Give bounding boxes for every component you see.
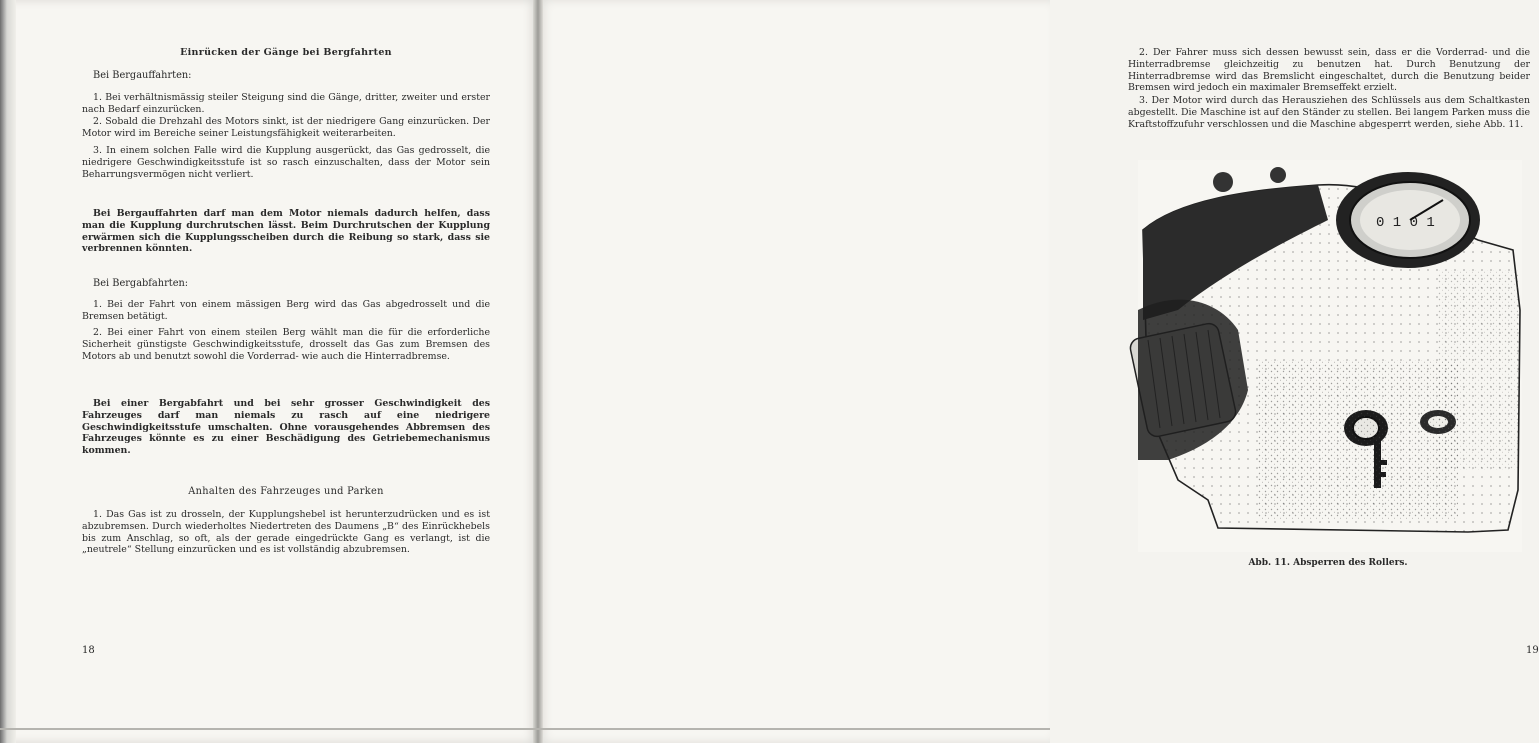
section-title-gears-hills: Einrücken der Gänge bei Bergfahrten <box>180 47 392 58</box>
label-downhill: Bei Bergabfahrten: <box>93 278 189 289</box>
uphill-item-3: 3. In einem solchen Falle wird die Kupplung ausgerückt, das Gas gedrosselt, die niedrigere Geschwindigkeitsstufe ist so rasch einzuschalten, dass der Motor sein Beharrungsvermögen nicht verliert. <box>82 145 490 180</box>
book-edge <box>0 0 16 743</box>
downhill-item-1: 1. Bei der Fahrt von einem mässigen Berg wird das Gas abgedrosselt und die Bremsen betätigt. <box>82 299 490 322</box>
downhill-item-2: 2. Bei einer Fahrt von einem steilen Berg wählt man die für die erforderliche Sicherheit günstigste Geschwindigkeitsstufe, drosselt das Gas zum Bremsen des Motors ab und benutzt sowohl die Vorderrad- wie auch die Hinterradbremse. <box>82 327 490 362</box>
speedometer-digits: 0 1 0 1 <box>1376 215 1435 231</box>
right-page <box>538 0 1539 743</box>
uphill-item-2: 2. Sobald die Drehzahl des Motors sinkt, ist der niedrigere Gang einzurücken. Der Motor wird im Bereiche seiner Leistungsfähigkeit weiterarbeiten. <box>82 116 490 139</box>
figure-caption: Abb. 11. Absperren des Rollers. <box>1248 558 1408 568</box>
label-uphill: Bei Bergauffahrten: <box>93 70 192 81</box>
warning-downshift: Bei einer Bergabfahrt und bei sehr grosser Geschwindigkeit des Fahrzeuges darf man niemals zu rasch auf eine niedrigere Geschwindigkeitsstufe umschalten. Ohne vorausgehendes Abbremsen des Fahrzeuges könnte es zu einer Beschädigung des Getriebemechanismus kommen. <box>82 398 490 457</box>
section-title-parking: Anhalten des Fahrzeuges und Parken <box>188 486 384 497</box>
brake-item-2: 2. Der Fahrer muss sich dessen bewusst sein, dass er die Vorderrad- und die Hinterradbremse gleichzeitig zu benutzen hat. Durch Benutzung der Hinterradbremse wird das Bremslicht eingeschaltet, durch die Benutzung beider Bremsen wird jedoch ein maximaler Bremseffekt erzielt. <box>1128 47 1530 94</box>
book-gutter <box>533 0 543 743</box>
warning-clutch: Bei Bergauffahrten darf man dem Motor niemals dadurch helfen, dass man die Kupplung durchrutschen lässt. Beim Durchrutschen der Kupplung erwärmen sich die Kupplungsscheiben durch die Reibung so stark, dass sie verbrennen könnten. <box>82 208 490 255</box>
scooter-ignition-lock-illustration <box>1138 160 1522 552</box>
page-bottom-edge <box>0 728 1050 730</box>
page-number-right: 19 <box>1526 645 1539 656</box>
stop-item-3: 3. Der Motor wird durch das Herausziehen des Schlüssels aus dem Schaltkasten abgestellt. Die Maschine ist auf den Ständer zu stellen. Bei langem Parken muss die Kraftstoffzufuhr verschlossen und die Maschine abgesperrt werden, siehe Abb. 11. <box>1128 95 1530 130</box>
left-page <box>0 0 538 743</box>
uphill-item-1: 1. Bei verhältnismässig steiler Steigung sind die Gänge, dritter, zweiter und erster nach Bedarf einzurücken. <box>82 92 490 115</box>
page-number-left: 18 <box>82 645 95 656</box>
parking-item-1: 1. Das Gas ist zu drosseln, der Kupplungshebel ist herunterzudrücken und es ist abzubremsen. Durch wiederholtes Niedertreten des Daumens „B“ des Einrückhebels bis zum Anschlag, so oft, als der gerade eingedrückte Gang es verlangt, ist die „neutrele“ Stellung einzurücken und es ist vollständig abzubremsen. <box>82 509 490 556</box>
